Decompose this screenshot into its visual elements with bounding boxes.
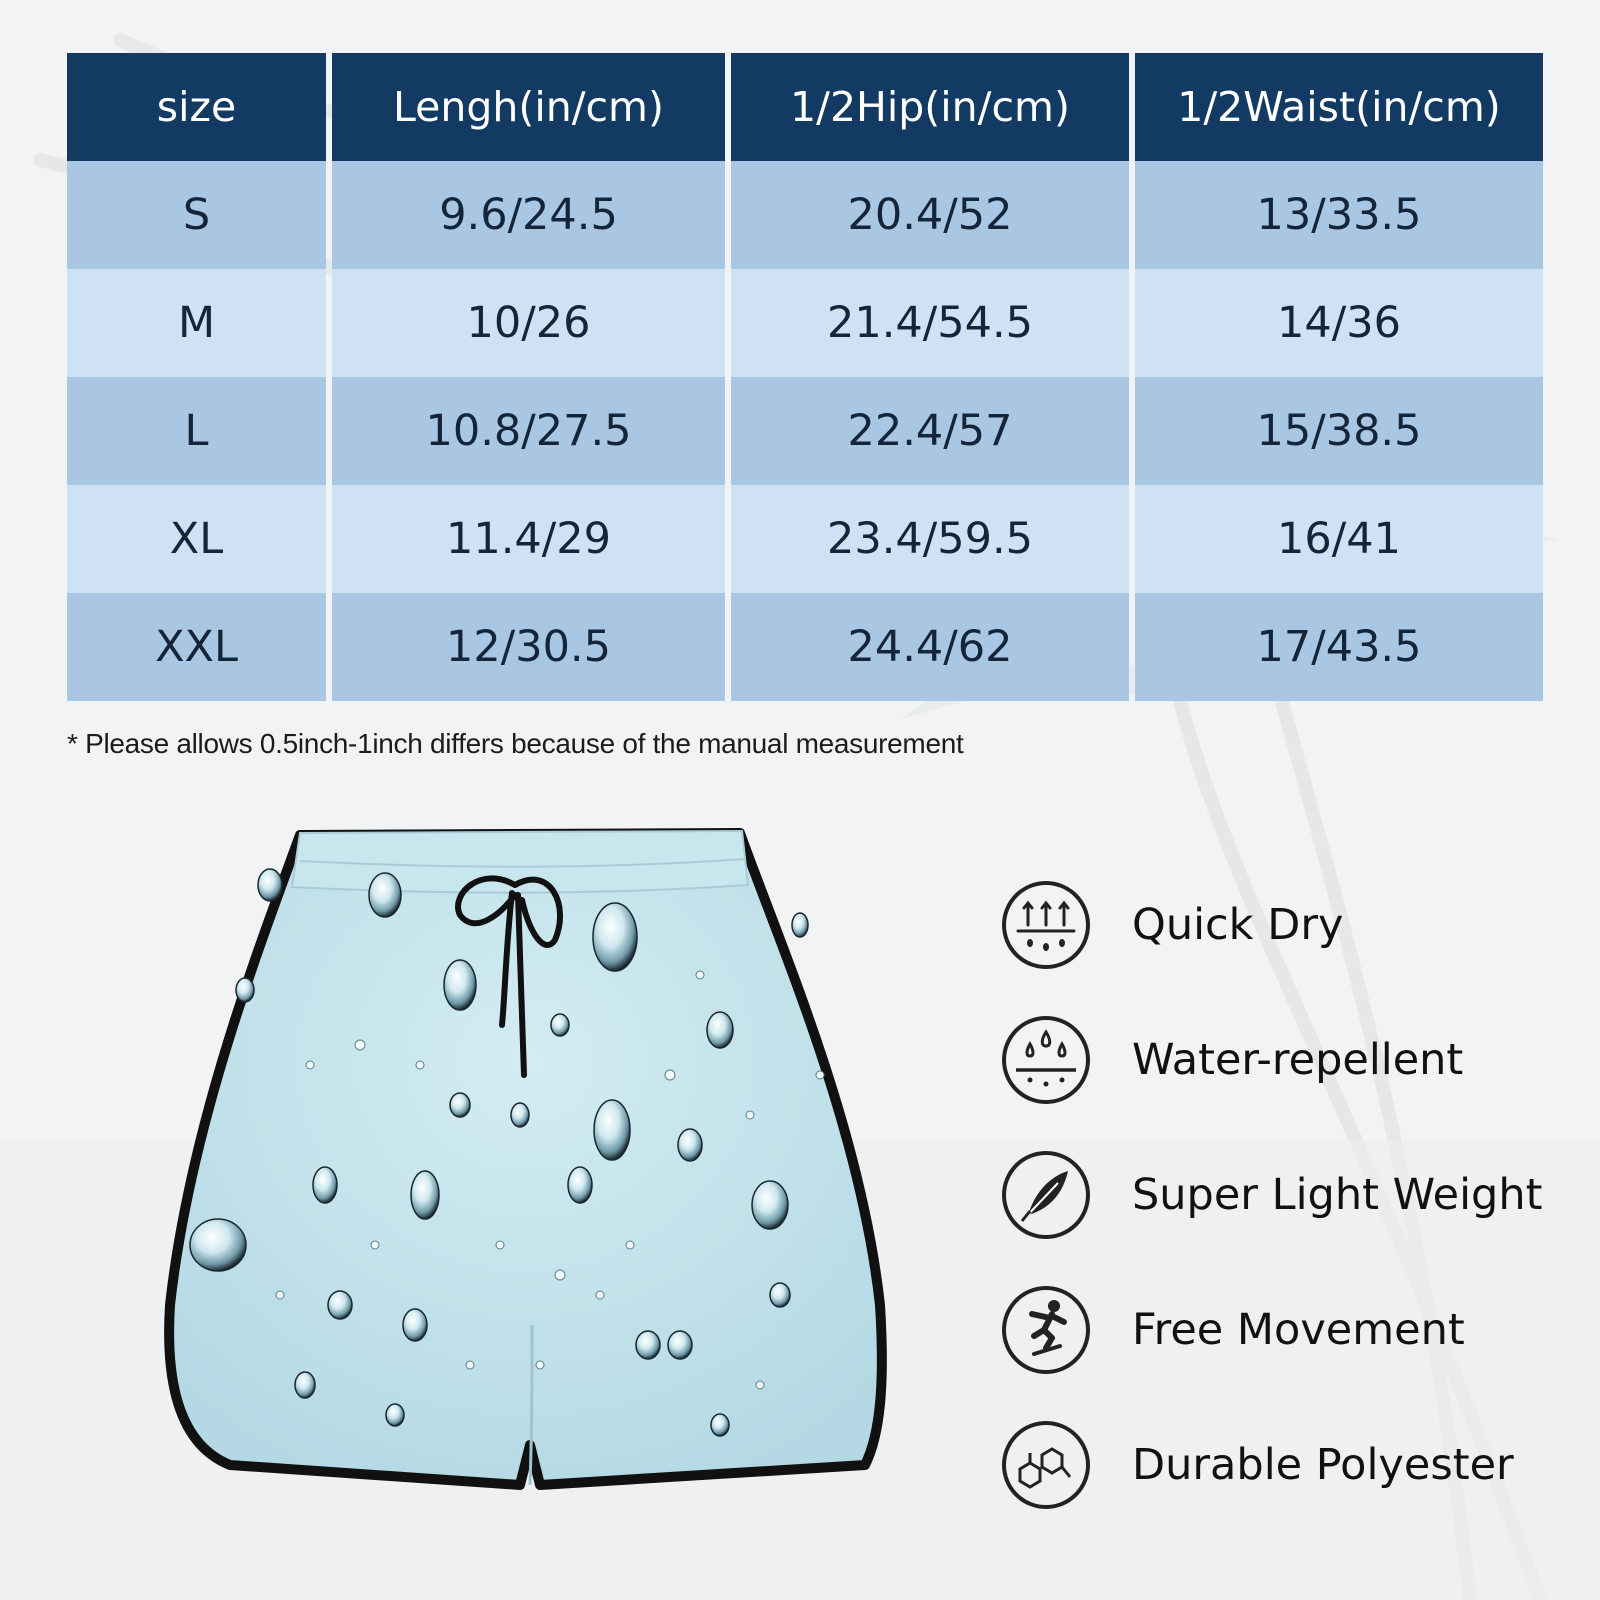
skateboarder-icon: [1000, 1284, 1092, 1376]
header-half-waist: 1/2Waist(in/cm): [1135, 53, 1543, 161]
waist-cell: 15/38.5: [1135, 377, 1543, 485]
feature-label: Free Movement: [1132, 1305, 1465, 1355]
feature-label: Quick Dry: [1132, 900, 1344, 950]
hip-cell: 22.4/57: [731, 377, 1129, 485]
size-cell: S: [67, 161, 326, 269]
feature-label: Durable Polyester: [1132, 1440, 1514, 1490]
feature-label: Water-repellent: [1132, 1035, 1464, 1085]
feature-free-movement: [1000, 1280, 1560, 1380]
size-table: [67, 53, 1543, 701]
feature-durable-polyester: [1000, 1415, 1560, 1515]
shorts-image: [160, 825, 910, 1525]
quick-dry-icon: [1000, 879, 1092, 971]
length-cell: 10.8/27.5: [332, 377, 725, 485]
feature-label: Super Light Weight: [1132, 1170, 1543, 1220]
waist-cell: 14/36: [1135, 269, 1543, 377]
size-cell: XL: [67, 485, 326, 593]
waist-cell: 16/41: [1135, 485, 1543, 593]
header-half-hip: 1/2Hip(in/cm): [731, 53, 1129, 161]
hip-cell: 24.4/62: [731, 593, 1129, 701]
length-cell: 12/30.5: [332, 593, 725, 701]
feature-light-weight: [1000, 1145, 1560, 1245]
hip-cell: 20.4/52: [731, 161, 1129, 269]
waist-cell: 17/43.5: [1135, 593, 1543, 701]
size-cell: XXL: [67, 593, 326, 701]
feature-quick-dry: [1000, 875, 1560, 975]
hip-cell: 23.4/59.5: [731, 485, 1129, 593]
length-cell: 11.4/29: [332, 485, 725, 593]
feather-icon: [1000, 1149, 1092, 1241]
measurement-note: * Please allows 0.5inch-1inch differs because of the manual measurement: [67, 728, 964, 759]
length-cell: 10/26: [332, 269, 725, 377]
size-cell: L: [67, 377, 326, 485]
header-size: size: [67, 53, 326, 161]
header-length: Lengh(in/cm): [332, 53, 725, 161]
waist-cell: 13/33.5: [1135, 161, 1543, 269]
hip-cell: 21.4/54.5: [731, 269, 1129, 377]
length-cell: 9.6/24.5: [332, 161, 725, 269]
size-cell: M: [67, 269, 326, 377]
polyester-molecule-icon: [1000, 1419, 1092, 1511]
feature-water-repellent: [1000, 1010, 1560, 1110]
water-repellent-icon: [1000, 1014, 1092, 1106]
